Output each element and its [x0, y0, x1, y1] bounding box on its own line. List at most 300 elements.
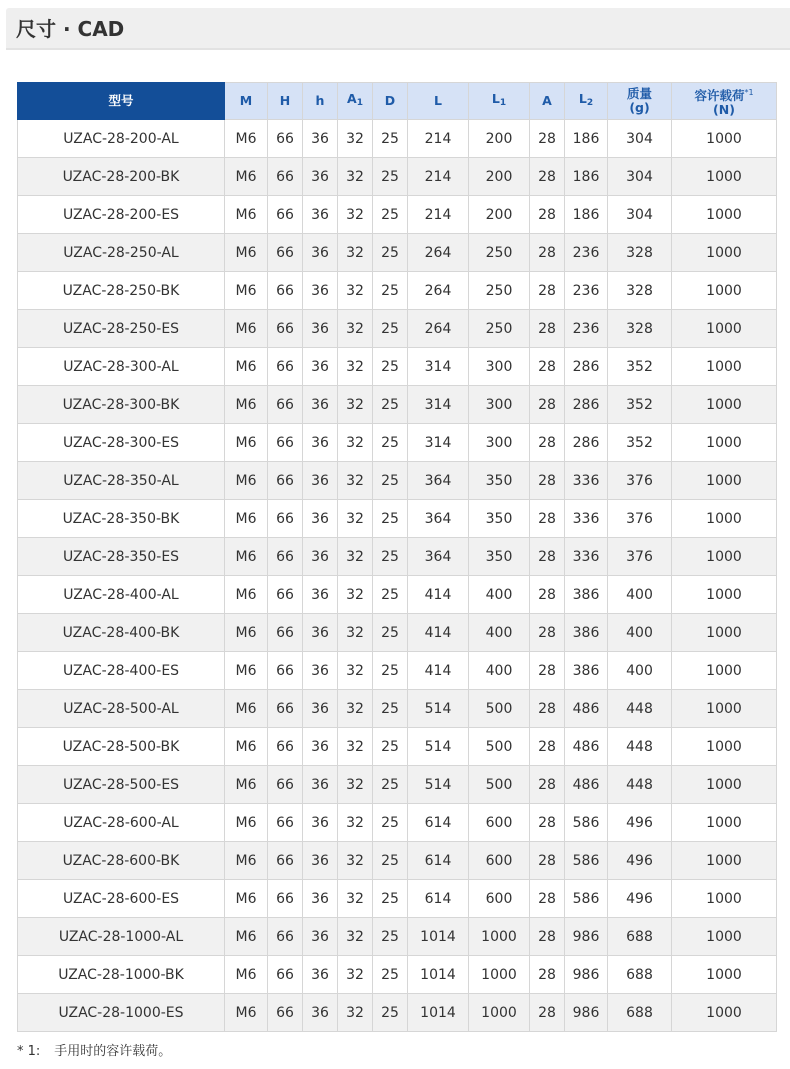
cell-a1: 32 [338, 880, 373, 918]
cell-a1: 32 [338, 310, 373, 348]
header-h-lower: h [303, 83, 338, 120]
cell-model: UZAC-28-250-BK [18, 272, 225, 310]
cell-d: 25 [373, 728, 408, 766]
cell-a: 28 [530, 842, 565, 880]
cell-l1: 200 [469, 120, 530, 158]
spec-table [17, 82, 777, 1032]
cell-a1: 32 [338, 652, 373, 690]
cell-l2: 286 [565, 348, 608, 386]
cell-a: 28 [530, 272, 565, 310]
cell-l: 614 [408, 880, 469, 918]
header-l: L [408, 83, 469, 120]
cell-d: 25 [373, 348, 408, 386]
cell-l2: 236 [565, 272, 608, 310]
cell-a: 28 [530, 538, 565, 576]
cell-a: 28 [530, 500, 565, 538]
cell-l2: 236 [565, 310, 608, 348]
cell-m: M6 [225, 576, 268, 614]
cell-m: M6 [225, 880, 268, 918]
cell-d: 25 [373, 538, 408, 576]
table-row [18, 348, 777, 386]
cell-allowable-load: 1000 [672, 462, 777, 500]
cell-a1: 32 [338, 272, 373, 310]
table-row [18, 310, 777, 348]
cell-h-lower: 36 [303, 348, 338, 386]
cell-a: 28 [530, 614, 565, 652]
cell-l: 1014 [408, 918, 469, 956]
cell-h-upper: 66 [268, 424, 303, 462]
cell-l2: 336 [565, 538, 608, 576]
cell-allowable-load: 1000 [672, 424, 777, 462]
cell-l: 614 [408, 842, 469, 880]
cell-l1: 600 [469, 880, 530, 918]
cell-l2: 186 [565, 196, 608, 234]
cell-d: 25 [373, 462, 408, 500]
cell-l2: 486 [565, 690, 608, 728]
cell-allowable-load: 1000 [672, 234, 777, 272]
cell-d: 25 [373, 766, 408, 804]
cell-allowable-load: 1000 [672, 310, 777, 348]
cell-model: UZAC-28-200-BK [18, 158, 225, 196]
cell-a1: 32 [338, 386, 373, 424]
cell-m: M6 [225, 424, 268, 462]
cell-m: M6 [225, 956, 268, 994]
cell-model: UZAC-28-1000-BK [18, 956, 225, 994]
cell-l2: 286 [565, 424, 608, 462]
cell-h-lower: 36 [303, 538, 338, 576]
cell-h-upper: 66 [268, 614, 303, 652]
cell-mass: 400 [608, 614, 672, 652]
cell-mass: 304 [608, 158, 672, 196]
cell-mass: 496 [608, 804, 672, 842]
cell-mass: 400 [608, 576, 672, 614]
cell-model: UZAC-28-200-AL [18, 120, 225, 158]
cell-model: UZAC-28-500-BK [18, 728, 225, 766]
cell-h-upper: 66 [268, 120, 303, 158]
cell-allowable-load: 1000 [672, 880, 777, 918]
cell-l: 314 [408, 424, 469, 462]
cell-a1: 32 [338, 614, 373, 652]
cell-d: 25 [373, 918, 408, 956]
cell-model: UZAC-28-250-ES [18, 310, 225, 348]
cell-m: M6 [225, 728, 268, 766]
cell-allowable-load: 1000 [672, 348, 777, 386]
table-row [18, 500, 777, 538]
table-row [18, 728, 777, 766]
cell-m: M6 [225, 766, 268, 804]
cell-l2: 986 [565, 994, 608, 1032]
table-row [18, 462, 777, 500]
cell-a: 28 [530, 424, 565, 462]
table-row [18, 690, 777, 728]
cell-model: UZAC-28-500-ES [18, 766, 225, 804]
cell-allowable-load: 1000 [672, 956, 777, 994]
cell-model: UZAC-28-350-BK [18, 500, 225, 538]
cell-l: 314 [408, 386, 469, 424]
header-l1: $L_1$ [469, 83, 530, 120]
cell-m: M6 [225, 386, 268, 424]
table-header-row [18, 83, 777, 120]
header-model: 型号 [18, 83, 225, 120]
cell-mass: 304 [608, 120, 672, 158]
cell-h-upper: 66 [268, 538, 303, 576]
cell-h-upper: 66 [268, 918, 303, 956]
cell-a: 28 [530, 386, 565, 424]
cell-h-upper: 66 [268, 880, 303, 918]
cell-l1: 400 [469, 614, 530, 652]
cell-l1: 500 [469, 690, 530, 728]
cell-model: UZAC-28-600-ES [18, 880, 225, 918]
cell-l1: 350 [469, 500, 530, 538]
cell-h-lower: 36 [303, 728, 338, 766]
cell-h-upper: 66 [268, 576, 303, 614]
cell-m: M6 [225, 462, 268, 500]
cell-model: UZAC-28-400-BK [18, 614, 225, 652]
cell-l1: 600 [469, 842, 530, 880]
cell-a1: 32 [338, 424, 373, 462]
table-row [18, 234, 777, 272]
cell-d: 25 [373, 386, 408, 424]
cell-d: 25 [373, 310, 408, 348]
cell-a1: 32 [338, 158, 373, 196]
table-row [18, 576, 777, 614]
cell-h-lower: 36 [303, 690, 338, 728]
cell-l: 364 [408, 500, 469, 538]
cell-a1: 32 [338, 538, 373, 576]
cell-mass: 448 [608, 766, 672, 804]
cell-allowable-load: 1000 [672, 918, 777, 956]
cell-l1: 400 [469, 652, 530, 690]
cell-h-upper: 66 [268, 196, 303, 234]
cell-mass: 352 [608, 386, 672, 424]
cell-h-lower: 36 [303, 120, 338, 158]
cell-h-upper: 66 [268, 652, 303, 690]
cell-h-upper: 66 [268, 310, 303, 348]
cell-a: 28 [530, 652, 565, 690]
cell-l2: 286 [565, 386, 608, 424]
cell-l2: 336 [565, 500, 608, 538]
cell-l1: 600 [469, 804, 530, 842]
cell-d: 25 [373, 234, 408, 272]
cell-a1: 32 [338, 120, 373, 158]
cell-h-lower: 36 [303, 424, 338, 462]
header-mass: 质量 (g) [608, 83, 672, 120]
table-row [18, 804, 777, 842]
cell-h-lower: 36 [303, 310, 338, 348]
table-row [18, 842, 777, 880]
table-row [18, 652, 777, 690]
table-row [18, 918, 777, 956]
cell-l2: 586 [565, 804, 608, 842]
cell-allowable-load: 1000 [672, 120, 777, 158]
cell-a1: 32 [338, 804, 373, 842]
cell-a: 28 [530, 728, 565, 766]
cell-a: 28 [530, 234, 565, 272]
cell-m: M6 [225, 348, 268, 386]
cell-mass: 400 [608, 652, 672, 690]
cell-h-lower: 36 [303, 234, 338, 272]
table-row [18, 880, 777, 918]
cell-a: 28 [530, 690, 565, 728]
cell-l1: 1000 [469, 994, 530, 1032]
cell-m: M6 [225, 500, 268, 538]
cell-a1: 32 [338, 462, 373, 500]
cell-l: 514 [408, 766, 469, 804]
cell-allowable-load: 1000 [672, 690, 777, 728]
cell-l1: 350 [469, 538, 530, 576]
cell-h-upper: 66 [268, 500, 303, 538]
table-row [18, 120, 777, 158]
cell-h-lower: 36 [303, 614, 338, 652]
cell-l2: 186 [565, 120, 608, 158]
cell-model: UZAC-28-400-AL [18, 576, 225, 614]
cell-mass: 688 [608, 994, 672, 1032]
cell-allowable-load: 1000 [672, 386, 777, 424]
cell-d: 25 [373, 500, 408, 538]
cell-model: UZAC-28-1000-AL [18, 918, 225, 956]
cell-d: 25 [373, 272, 408, 310]
header-l2: $L_2$ [565, 83, 608, 120]
cell-l2: 386 [565, 614, 608, 652]
cell-allowable-load: 1000 [672, 576, 777, 614]
cell-m: M6 [225, 538, 268, 576]
cell-allowable-load: 1000 [672, 652, 777, 690]
cell-a1: 32 [338, 196, 373, 234]
table-row [18, 158, 777, 196]
cell-d: 25 [373, 576, 408, 614]
cell-m: M6 [225, 158, 268, 196]
cell-h-lower: 36 [303, 652, 338, 690]
cell-a1: 32 [338, 576, 373, 614]
cell-l2: 486 [565, 766, 608, 804]
cell-l: 364 [408, 462, 469, 500]
cell-a: 28 [530, 804, 565, 842]
cell-l: 214 [408, 158, 469, 196]
table-row [18, 994, 777, 1032]
cell-model: UZAC-28-300-BK [18, 386, 225, 424]
cell-l: 1014 [408, 956, 469, 994]
cell-a1: 32 [338, 766, 373, 804]
cell-mass: 496 [608, 842, 672, 880]
header-allowable-load: 容许载荷$^{*1}$ (N) [672, 83, 777, 120]
cell-h-upper: 66 [268, 842, 303, 880]
header-a1: $A_1$ [338, 83, 373, 120]
cell-h-upper: 66 [268, 956, 303, 994]
table-row [18, 424, 777, 462]
cell-d: 25 [373, 424, 408, 462]
cell-l1: 300 [469, 386, 530, 424]
table-row [18, 956, 777, 994]
cell-l: 314 [408, 348, 469, 386]
cell-d: 25 [373, 196, 408, 234]
cell-a: 28 [530, 880, 565, 918]
cell-a: 28 [530, 158, 565, 196]
cell-a1: 32 [338, 918, 373, 956]
cell-l1: 200 [469, 196, 530, 234]
cell-allowable-load: 1000 [672, 614, 777, 652]
cell-mass: 688 [608, 918, 672, 956]
cell-model: UZAC-28-600-BK [18, 842, 225, 880]
cell-a: 28 [530, 576, 565, 614]
cell-model: UZAC-28-600-AL [18, 804, 225, 842]
cell-model: UZAC-28-250-AL [18, 234, 225, 272]
cell-a1: 32 [338, 994, 373, 1032]
cell-allowable-load: 1000 [672, 196, 777, 234]
cell-h-lower: 36 [303, 462, 338, 500]
cell-d: 25 [373, 120, 408, 158]
cell-l1: 1000 [469, 956, 530, 994]
cell-l: 264 [408, 272, 469, 310]
table-row [18, 272, 777, 310]
cell-h-lower: 36 [303, 880, 338, 918]
cell-d: 25 [373, 994, 408, 1032]
cell-l1: 250 [469, 310, 530, 348]
cell-model: UZAC-28-350-ES [18, 538, 225, 576]
footnote-text: 手用时的容许载荷。 [54, 1044, 172, 1059]
cell-d: 25 [373, 956, 408, 994]
cell-allowable-load: 1000 [672, 728, 777, 766]
cell-mass: 328 [608, 272, 672, 310]
cell-model: UZAC-28-200-ES [18, 196, 225, 234]
cell-h-upper: 66 [268, 728, 303, 766]
cell-allowable-load: 1000 [672, 842, 777, 880]
cell-mass: 376 [608, 462, 672, 500]
cell-l: 514 [408, 690, 469, 728]
cell-a: 28 [530, 956, 565, 994]
cell-a1: 32 [338, 348, 373, 386]
cell-d: 25 [373, 158, 408, 196]
cell-l1: 1000 [469, 918, 530, 956]
cell-m: M6 [225, 272, 268, 310]
cell-l: 264 [408, 234, 469, 272]
cell-d: 25 [373, 804, 408, 842]
cell-h-upper: 66 [268, 690, 303, 728]
cell-a1: 32 [338, 842, 373, 880]
cell-l1: 300 [469, 424, 530, 462]
cell-allowable-load: 1000 [672, 538, 777, 576]
cell-model: UZAC-28-350-AL [18, 462, 225, 500]
cell-m: M6 [225, 690, 268, 728]
cell-h-lower: 36 [303, 994, 338, 1032]
cell-allowable-load: 1000 [672, 272, 777, 310]
cell-a: 28 [530, 918, 565, 956]
footnote [17, 1040, 171, 1059]
cell-l: 214 [408, 196, 469, 234]
cell-model: UZAC-28-1000-ES [18, 994, 225, 1032]
cell-l: 214 [408, 120, 469, 158]
cell-m: M6 [225, 614, 268, 652]
cell-allowable-load: 1000 [672, 766, 777, 804]
cell-h-upper: 66 [268, 386, 303, 424]
cell-a: 28 [530, 994, 565, 1032]
cell-d: 25 [373, 880, 408, 918]
cell-h-upper: 66 [268, 158, 303, 196]
cell-a1: 32 [338, 234, 373, 272]
cell-h-upper: 66 [268, 272, 303, 310]
cell-m: M6 [225, 234, 268, 272]
cell-h-upper: 66 [268, 234, 303, 272]
cell-l: 514 [408, 728, 469, 766]
cell-h-upper: 66 [268, 994, 303, 1032]
cell-l2: 986 [565, 956, 608, 994]
cell-m: M6 [225, 918, 268, 956]
table-row [18, 614, 777, 652]
cell-h-lower: 36 [303, 804, 338, 842]
cell-allowable-load: 1000 [672, 994, 777, 1032]
cell-model: UZAC-28-300-AL [18, 348, 225, 386]
cell-l1: 200 [469, 158, 530, 196]
cell-a: 28 [530, 766, 565, 804]
cell-h-lower: 36 [303, 196, 338, 234]
cell-model: UZAC-28-500-AL [18, 690, 225, 728]
header-a: A [530, 83, 565, 120]
cell-allowable-load: 1000 [672, 804, 777, 842]
cell-m: M6 [225, 804, 268, 842]
cell-d: 25 [373, 652, 408, 690]
table-body [18, 120, 777, 1032]
cell-h-lower: 36 [303, 918, 338, 956]
cell-mass: 304 [608, 196, 672, 234]
cell-m: M6 [225, 310, 268, 348]
cell-h-lower: 36 [303, 158, 338, 196]
cell-m: M6 [225, 196, 268, 234]
cell-l1: 250 [469, 272, 530, 310]
cell-l: 614 [408, 804, 469, 842]
cell-h-upper: 66 [268, 766, 303, 804]
cell-h-lower: 36 [303, 386, 338, 424]
cell-d: 25 [373, 614, 408, 652]
cell-l2: 586 [565, 842, 608, 880]
header-h-upper: H [268, 83, 303, 120]
cell-h-lower: 36 [303, 500, 338, 538]
cell-h-lower: 36 [303, 576, 338, 614]
cell-l2: 986 [565, 918, 608, 956]
cell-mass: 376 [608, 538, 672, 576]
cell-a1: 32 [338, 500, 373, 538]
cell-l1: 350 [469, 462, 530, 500]
cell-d: 25 [373, 842, 408, 880]
cell-a1: 32 [338, 728, 373, 766]
cell-a: 28 [530, 462, 565, 500]
cell-l1: 500 [469, 728, 530, 766]
cell-mass: 376 [608, 500, 672, 538]
cell-a1: 32 [338, 956, 373, 994]
cell-l2: 236 [565, 234, 608, 272]
cell-l2: 386 [565, 652, 608, 690]
cell-l1: 250 [469, 234, 530, 272]
cell-l: 414 [408, 614, 469, 652]
cell-mass: 328 [608, 234, 672, 272]
cell-d: 25 [373, 690, 408, 728]
section-title: 尺寸 · CAD [16, 17, 125, 41]
cell-h-upper: 66 [268, 462, 303, 500]
table-row [18, 538, 777, 576]
cell-mass: 448 [608, 690, 672, 728]
cell-m: M6 [225, 842, 268, 880]
cell-l2: 186 [565, 158, 608, 196]
cell-model: UZAC-28-400-ES [18, 652, 225, 690]
cell-model: UZAC-28-300-ES [18, 424, 225, 462]
section-header [6, 8, 790, 50]
cell-l2: 386 [565, 576, 608, 614]
cell-a1: 32 [338, 690, 373, 728]
footnote-mark: * 1: [17, 1044, 41, 1059]
cell-l: 414 [408, 652, 469, 690]
cell-allowable-load: 1000 [672, 500, 777, 538]
cell-m: M6 [225, 652, 268, 690]
cell-l1: 500 [469, 766, 530, 804]
cell-l1: 300 [469, 348, 530, 386]
